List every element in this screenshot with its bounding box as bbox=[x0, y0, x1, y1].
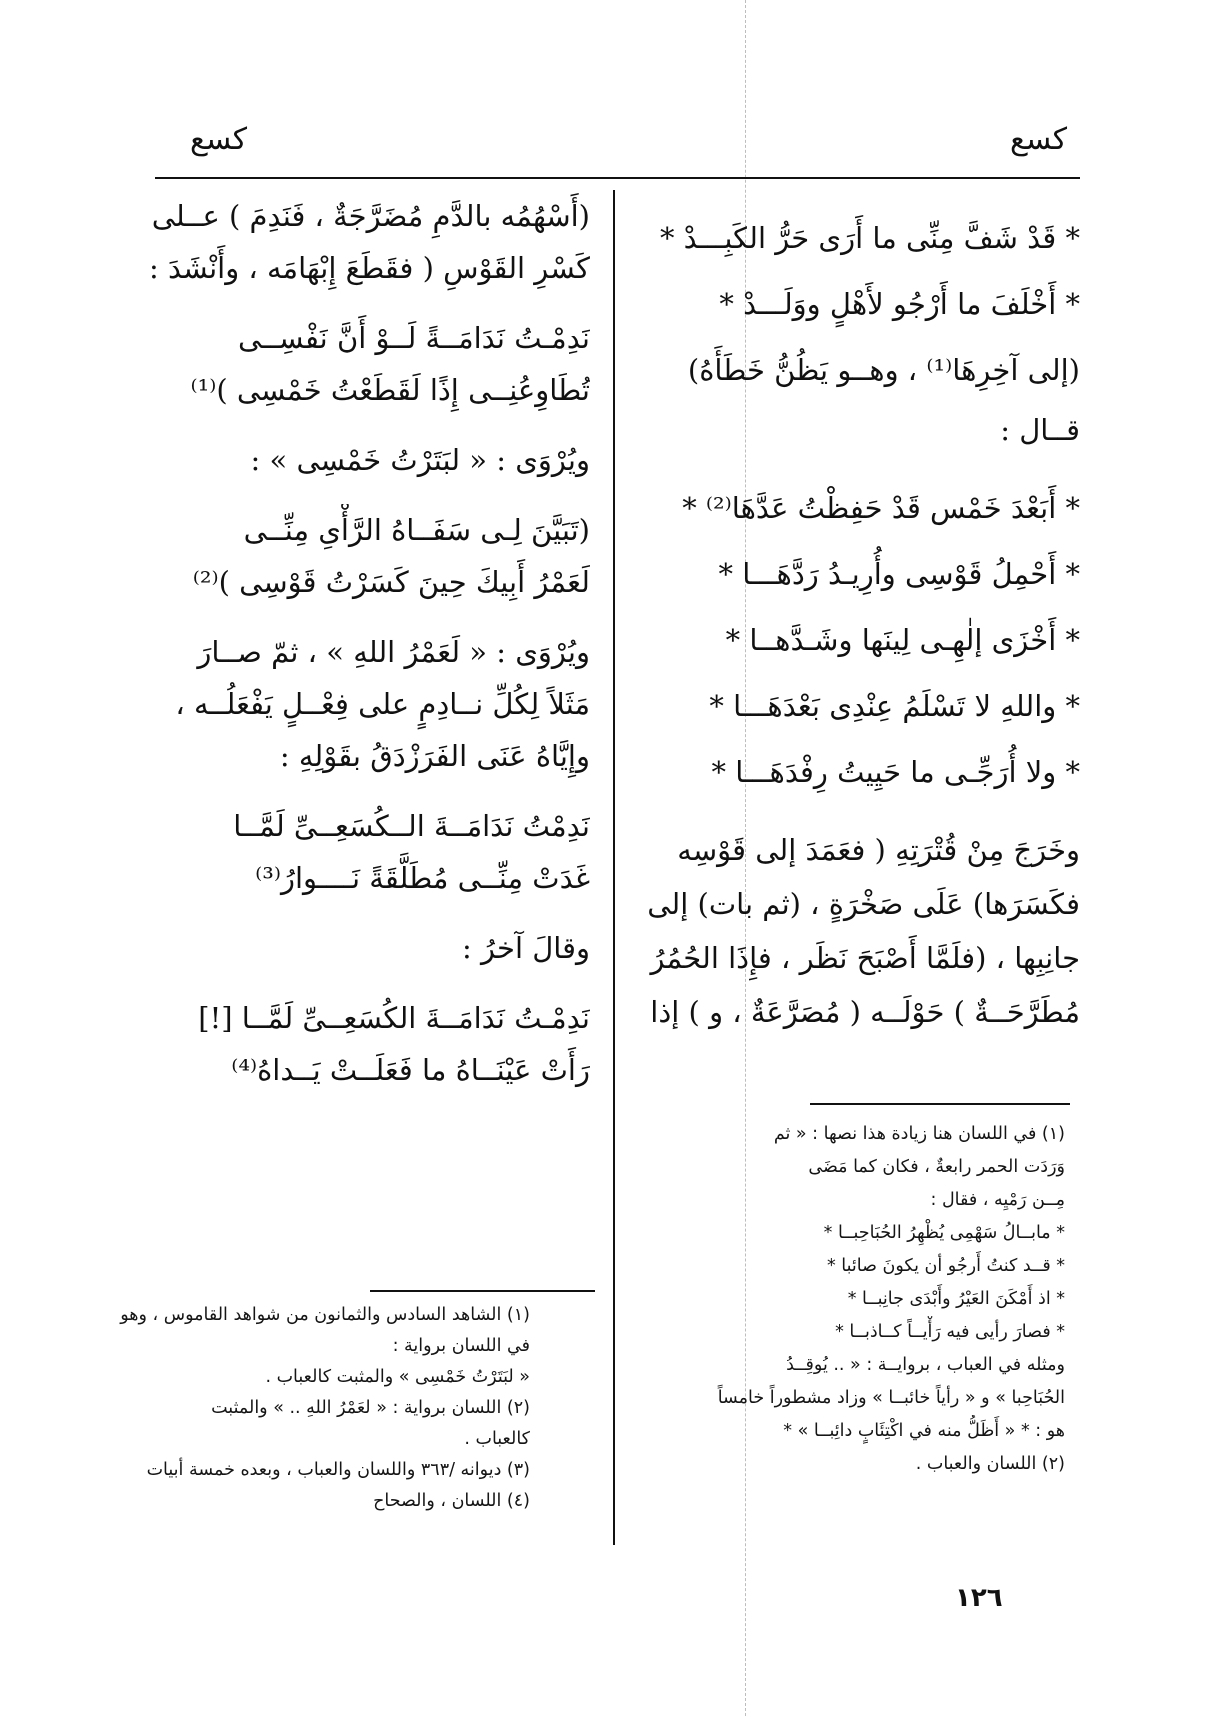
text-line: وقالَ آخرُ : bbox=[462, 931, 590, 965]
verse-line: * واللهِ لا تَسْلَمُ عِنْدِى بَعْدَهَـــا * bbox=[709, 689, 1080, 723]
footnote-line: (١) في اللسان هنا زيادة هذا نصها : « ثم bbox=[773, 1124, 1065, 1144]
page-number: ١٢٦ bbox=[955, 1583, 1003, 1613]
right-column bbox=[640, 205, 1080, 1039]
footnotes-right bbox=[625, 1118, 1065, 1481]
verse-line: نَدِمْتُ نَدَامَــةَ الــكُسَعِــىِّ لَمَّــا bbox=[233, 809, 590, 843]
verse-line: رَأَتْ عَيْنَــاهُ ما فَعَلَــتْ يَــداهُ⁽⁴⁾ bbox=[231, 1053, 590, 1087]
running-header-right: كسع bbox=[1010, 122, 1068, 157]
verse-line: * أَخْزَى إلٰهِـى لِينَها وشَـدَّهــا * bbox=[725, 623, 1080, 657]
header-rule bbox=[155, 177, 1080, 179]
footnote-line: (١) الشاهد السادس والثمانون من شواهد القاموس ، وهو bbox=[120, 1305, 530, 1325]
footnote-line: هو : * « أَظَلُّ منه في اكْتِئَابٍ دائِبــا » * bbox=[783, 1421, 1065, 1441]
text-line: (إلى آخِرِهَا⁽¹⁾ ، وهــو يَظُنُّ خَطَأَهُ) bbox=[687, 353, 1080, 387]
text-line: مَثَلاً لِكُلِّ نــادِمٍ على فِعْــلٍ يَفْعَلُــه ، bbox=[175, 687, 590, 721]
footnote-rule bbox=[370, 1290, 595, 1292]
text-line: (أَسْهُمُه بالدَّمِ مُضَرَّجَةٌ ، فَنَدِمَ ) عــلى bbox=[151, 199, 590, 233]
footnote-line: * فصارَ رأيى فيه رَأْيــاً كــاذبــا * bbox=[835, 1322, 1065, 1342]
verse-line: * أَحْمِلُ قَوْسِى وأُرِيـدُ رَدَّهَـــا * bbox=[718, 557, 1080, 591]
verse-line: نَدِمْـتُ نَدَامَــةً لَــوْ أَنَّ نَفْسِــى bbox=[237, 321, 590, 355]
footnote-line: (٢) اللسان برواية : « لعَمْرُ اللهِ .. » والمثبت bbox=[211, 1398, 530, 1418]
text-line: وخَرَجَ مِنْ قُتْرَتِهِ ( فعَمَدَ إلى قَوْسِه bbox=[677, 833, 1080, 867]
footnote-line: « لبَتَرْتُ خَمْسِى » والمثبت كالعباب . bbox=[265, 1367, 530, 1387]
verse-line: * أَبَعْدَ خَمْس قَدْ حَفِظْتُ عَدَّهَا⁽²⁾ * bbox=[682, 491, 1080, 525]
text-line: كَسْرِ القَوْسِ ( فقَطَعَ إِبْهَامَه ، وأَنْشَدَ : bbox=[149, 251, 590, 285]
verse-line: * أَخْلَفَ ما أَرْجُو لأَهْلٍ ووَلَـــدْ * bbox=[719, 287, 1080, 321]
text-line: فكَسَرَها) عَلَى صَخْرَةٍ ، (ثم بات) إلى bbox=[647, 887, 1080, 921]
footnote-line: ومثله في العباب ، بروايــة : « .. يُوقِــدُ bbox=[786, 1355, 1065, 1375]
footnote-line: (٤) اللسان ، والصحاح bbox=[373, 1491, 530, 1511]
footnote-line: الحُبَاحِبا » و « رأياً خائبــا » وزاد مشطوراً خامساً bbox=[717, 1388, 1065, 1408]
verse-line: تُطَاوِعُنِــى إِذًا لَقَطَعْتُ خَمْسِى )⁽¹⁾ bbox=[190, 373, 590, 407]
verse-line: (تَبَيَّنَ لِـى سَفَــاهُ الرَّأْىِ مِنِّــى bbox=[243, 513, 590, 547]
footnote-line: * قــد كنتُ أَرجُو أن يكونَ صائبا * bbox=[826, 1256, 1065, 1276]
footnote-line: في اللسان برواية : bbox=[392, 1336, 530, 1356]
footnotes-left bbox=[115, 1300, 530, 1517]
text-line: جانِبِها ، (فلَمَّا أَصْبَحَ نَظَر ، فإِذَا الحُمُرُ bbox=[650, 941, 1080, 975]
text-line: وإِيَّاهُ عَنَى الفَرَزْدَقُ بقَوْلِهِ : bbox=[279, 739, 590, 773]
footnote-line: كالعباب . bbox=[464, 1429, 530, 1449]
verse-line: * قَدْ شَفَّ مِنِّى ما أَرَى حَرُّ الكَبِـــدْ * bbox=[659, 221, 1080, 255]
footnote-line: وَرَدَت الحمر رابعةٌ ، فكان كما مَضَى bbox=[808, 1157, 1065, 1177]
column-divider bbox=[613, 190, 615, 1545]
verse-line: * ولا أُرَجِّـى ما حَيِيتُ رِفْدَهَـــا * bbox=[711, 755, 1080, 789]
verse-line: لَعَمْرُ أَبِيكَ حِينَ كَسَرْتُ قَوْسِى )⁽²⁾ bbox=[192, 565, 590, 599]
verse-line: غَدَتْ مِنِّــى مُطَلَّقَةً نَــــوارُ⁽³⁾ bbox=[255, 861, 590, 895]
footnote-line: * اذ أَمْكَنَ العَيْرُ وأَبْدَى جانِبــا * bbox=[847, 1289, 1065, 1309]
text-line: قــال : bbox=[1000, 413, 1080, 447]
running-header-left: كسع bbox=[190, 122, 248, 157]
text-line: مُطَرَّحَــةٌ ) حَوْلَــه ( مُصَرَّعَةٌ ، و ) إذا bbox=[650, 995, 1080, 1029]
verse-line: نَدِمْـتُ نَدَامَــةَ الكُسَعِــىِّ لَمَّــا [!] bbox=[198, 1001, 590, 1035]
footnote-rule bbox=[810, 1103, 1070, 1105]
footnote-line: مِــن رَمْيِه ، فقال : bbox=[930, 1190, 1065, 1210]
footnote-line: (٣) ديوانه /٣٦٣ واللسان والعباب ، وبعده خمسة أبيات bbox=[146, 1460, 530, 1480]
footnote-line: (٢) اللسان والعباب . bbox=[915, 1454, 1065, 1474]
footnote-line: * مابــالُ سَهْمِى يُظْهِرُ الحُبَاحِبــا * bbox=[823, 1223, 1065, 1243]
text-line: ويُرْوَى : « لبَتَرْتُ خَمْسِى » : bbox=[250, 443, 590, 477]
left-column bbox=[130, 190, 590, 1096]
text-line: ويُرْوَى : « لَعَمْرُ اللهِ » ، ثمّ صــارَ bbox=[197, 635, 590, 669]
